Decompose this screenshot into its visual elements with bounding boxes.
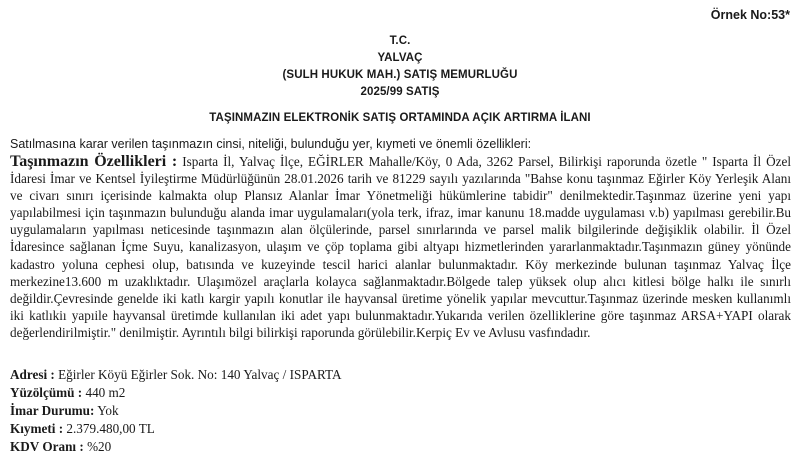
area-row [10, 384, 125, 401]
features-text: Isparta İl, Yalvaç İlçe, EĞİRLER Mahalle/Köy, 0 Ada, 3262 Parsel, Bilirkişi raporunda özetle " Isparta İl Özel İdaresi İmar ve Kentsel İyileştirme Müdürlüğünün 28.01.2026 tarih ve 81229 sayılı yazılarında "Bahse konu taşınmaz Eğirler Köy Yerleşik Alanı ve civarı sınırı içerisinde kalmakta olup Plansız Alanlar İmar Yönetmeliği hükümlerine tabidir" denilmektedir.Taşınmaz üzerine yeni yapı yapılabilmesi için taşınmazın bulunduğu alanda imar uygulamaları(yola terk, ifraz, imar kanunu 18.madde uygulaması v.b) yapılması gerebilir.Bu uygulamaların yapılması neticesinde taşınmazın alan ölçülerinde, parsel sınırlarında ve parsel malik bilgilerinde değişiklik olabilir. İl Özel İdaresince sağlanan İçme Suyu, kanalizasyon, ulaşım ve çöp toplama gibi altyapı hizmetlerinden yararlanmaktadır.Taşınmazın güney yönünde kadastro yoluna cephesi olup, batısında ve kuzeyinde tescil harici alanlar bulunmaktadır. Köy merkezinde bulunan taşınmaz Yalvaç İlçe merkezine13.600 m uzaklıktadır. Ulaşımözel araçlarla kolayca sağlanmaktadır.Bölgede talep yüksek olup alıcı kitlesi bölge halkı ile sınırlı değildir.Çevresinde genelde iki katlı kargir yapılı konutlar ile hayvansal üretime yönelik yapılar mevcuttur.Taşınmaz üzerinde mesken kullanımlı iki katlıkiı yapıile hayvansal üretimde kullanılan iki adet yapı bulunmaktadır.Yukarıda verilen özelliklerine göre taşınmaz ARSA+YAPI olarak değerlendirilmiştir." denilmiştir. Ayrıntılı bilgi bilirkişi raporunda görülebilir.Kerpiç Ev ve Avlusu vasfındadır. [10, 154, 792, 340]
value-amount: 2.379.480,00 TL [63, 421, 155, 436]
address-value: Eğirler Köyü Eğirler Sok. No: 140 Yalvaç / ISPARTA [54, 367, 342, 382]
zoning-row [10, 402, 119, 419]
vat-row [10, 438, 111, 455]
features-label: Taşınmazın Özellikleri : [10, 153, 178, 170]
area-value: 440 m2 [82, 385, 126, 400]
address-label: Adresi : [10, 367, 55, 382]
zoning-value: Yok [94, 403, 119, 418]
intro-text: Satılmasına karar verilen taşınmazın cinsi, niteliği, bulunduğu yer, kıymeti ve önemli özellikleri: [10, 137, 532, 151]
header-office: (SULH HUKUK MAH.) SATIŞ MEMURLUĞU [282, 69, 518, 81]
vat-value: %20 [83, 439, 112, 454]
value-row [10, 420, 155, 437]
form-number: Örnek No:53* [710, 8, 790, 22]
header-district: YALVAÇ [377, 52, 423, 64]
area-label: Yüzölçümü : [10, 385, 83, 400]
property-features [10, 153, 791, 341]
announcement-title: TAŞINMAZIN ELEKTRONİK SATIŞ ORTAMINDA AÇIK ARTIRMA İLANI [209, 112, 591, 124]
zoning-label: İmar Durumu: [10, 403, 95, 418]
value-label: Kıymeti : [10, 421, 64, 436]
header-republic: T.C. [389, 35, 411, 47]
vat-label: KDV Oranı : [10, 439, 84, 454]
header-file-number: 2025/99 SATIŞ [360, 86, 440, 98]
address-row [10, 366, 342, 383]
